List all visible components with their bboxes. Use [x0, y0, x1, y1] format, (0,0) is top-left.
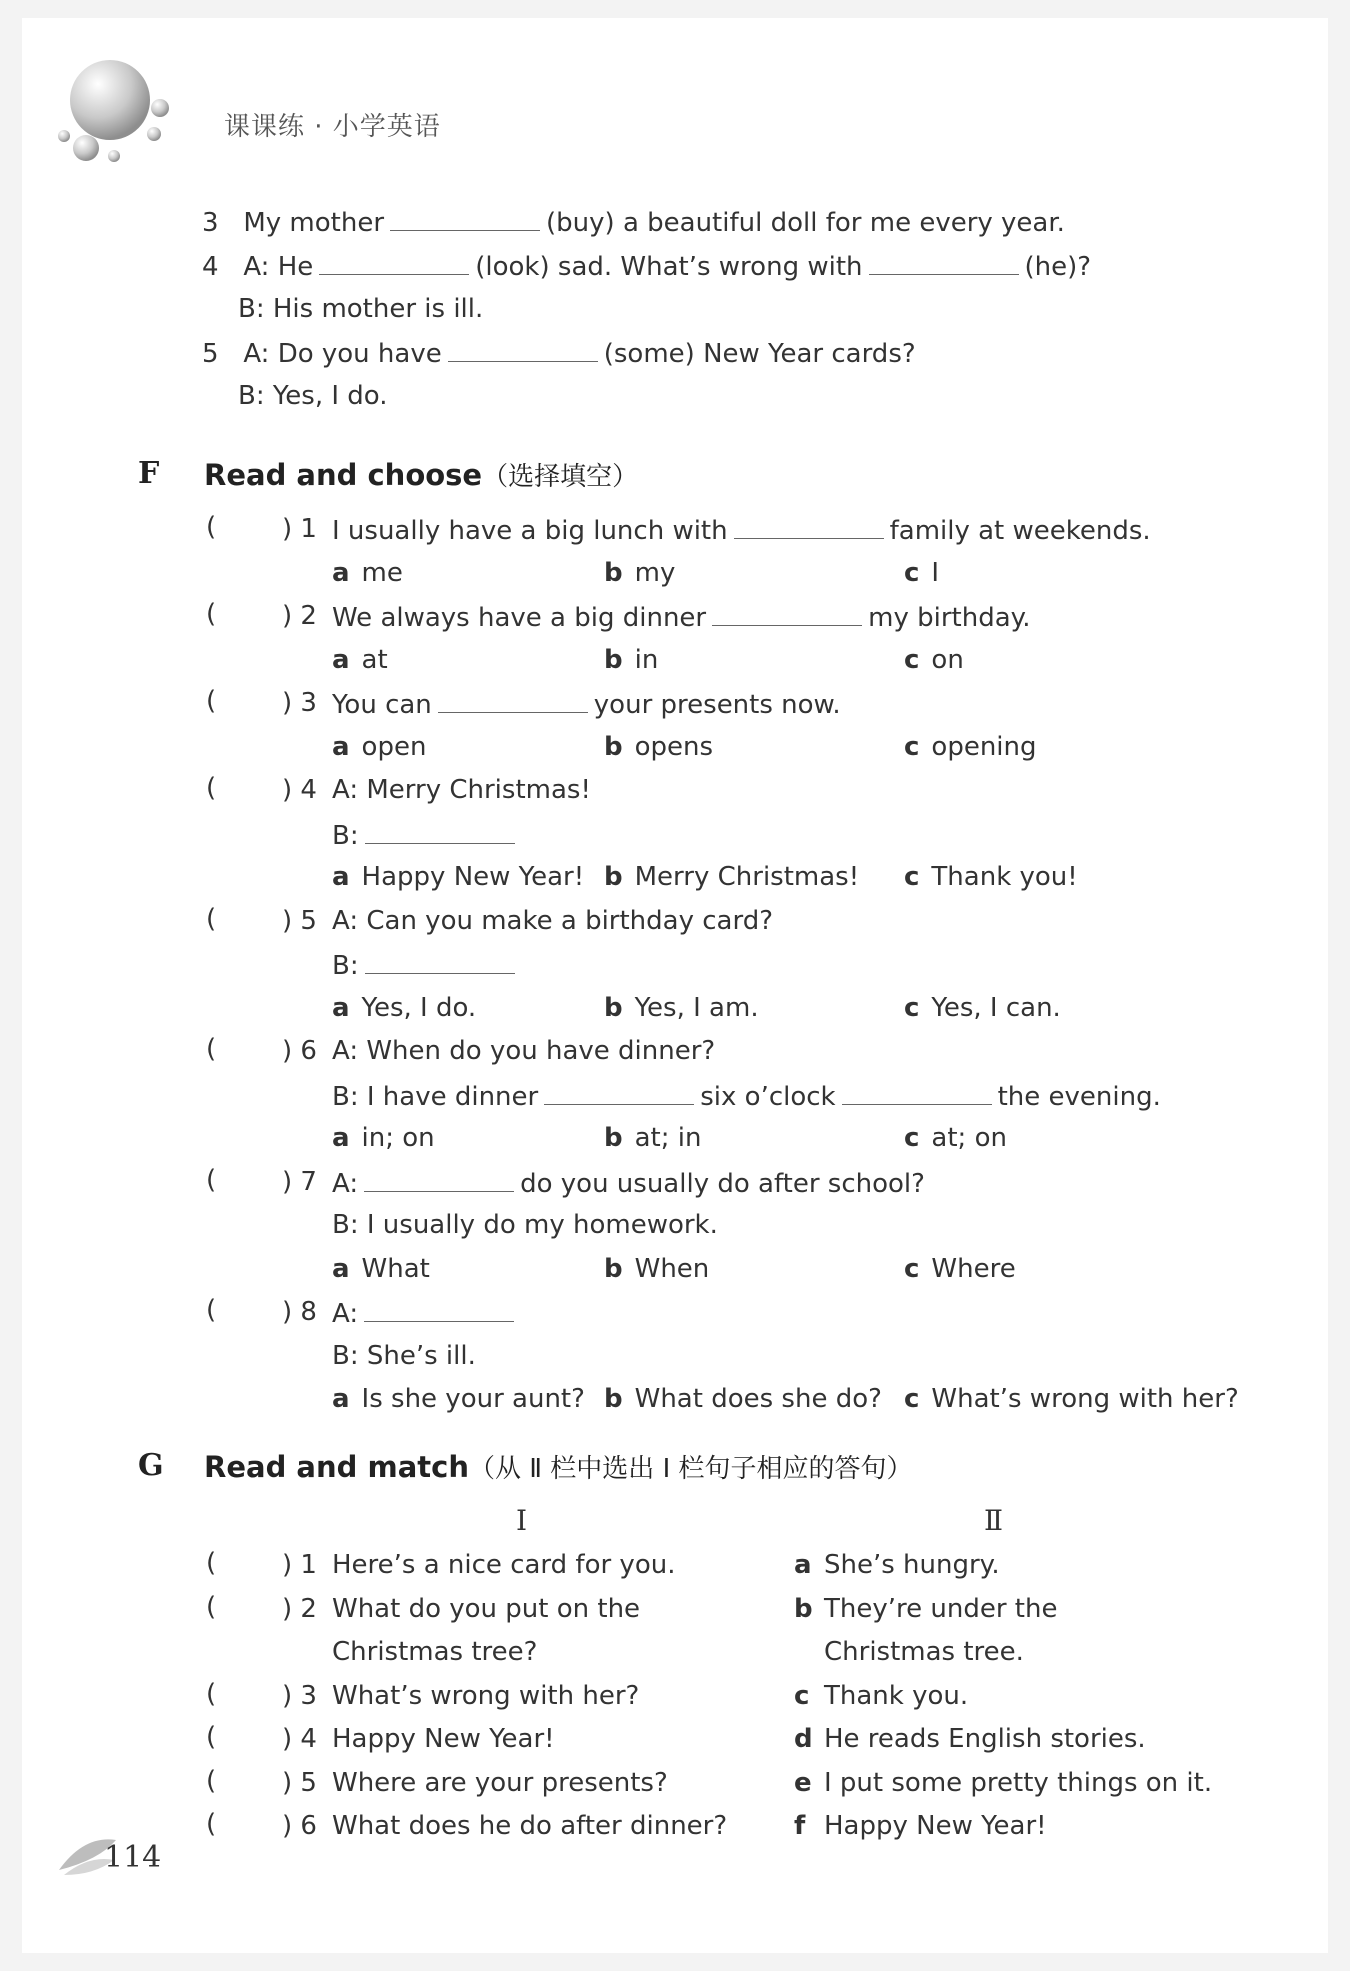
question-number: ) 1 — [282, 514, 317, 544]
item-text: A: He — [243, 252, 314, 282]
section-title-text: Read and match — [204, 1450, 469, 1484]
option-text: Yes, I do. — [361, 992, 477, 1023]
option-text: Thank you! — [931, 862, 1078, 892]
option-letter: b — [604, 1253, 623, 1284]
option-text: What does she do? — [634, 1384, 882, 1414]
exercise-e4 — [202, 248, 1091, 284]
workbook-page — [22, 18, 1328, 1953]
option-b[interactable] — [604, 860, 859, 894]
answer-blank[interactable] — [734, 512, 884, 539]
item-number: 5 — [202, 339, 219, 369]
answer-blank[interactable] — [448, 335, 598, 362]
answer-bracket[interactable]: ( — [206, 1809, 217, 1839]
option-letter: b — [604, 1384, 623, 1414]
section-f-letter: F — [138, 456, 160, 491]
match-answer: Thank you. — [824, 1680, 969, 1711]
answer-blank[interactable] — [364, 1165, 514, 1192]
question-text: A: — [332, 1168, 359, 1199]
question-text: B: I usually do my homework. — [332, 1210, 718, 1240]
section-subtitle: （选择填空） — [482, 462, 639, 492]
answer-bracket[interactable]: ( — [206, 903, 217, 934]
section-g-letter: G — [138, 1448, 164, 1483]
option-letter: a — [332, 862, 350, 892]
option-letter: b — [604, 1123, 623, 1153]
question-text: A: When do you have dinner? — [332, 1036, 716, 1066]
bubbles-decoration-icon — [42, 48, 182, 178]
question-text: six o’clock — [700, 1081, 836, 1112]
option-text: at — [361, 644, 388, 675]
option-letter: c — [904, 557, 920, 588]
question-text: B: — [332, 820, 359, 851]
answer-bracket[interactable]: ( — [206, 1164, 217, 1195]
answer-blank[interactable] — [869, 248, 1019, 275]
match-question: Where are your presents? — [332, 1767, 668, 1798]
question-line — [332, 1034, 715, 1068]
option-a[interactable] — [332, 860, 584, 894]
option-b[interactable] — [604, 1121, 701, 1155]
answer-bracket[interactable]: ( — [206, 599, 217, 629]
option-letter: c — [904, 992, 920, 1023]
question-line — [332, 904, 773, 938]
answer-bracket[interactable]: ( — [206, 1548, 217, 1578]
option-text: Is she your aunt? — [361, 1384, 585, 1414]
option-letter: b — [604, 557, 623, 588]
option-b[interactable] — [604, 556, 675, 590]
question-line — [332, 1208, 718, 1242]
option-c[interactable] — [904, 860, 1078, 894]
answer-bracket[interactable]: ( — [206, 1765, 217, 1796]
exercise-e5-b: B: Yes, I do. — [238, 381, 388, 411]
section-subtitle: （从 Ⅱ 栏中选出 Ⅰ 栏句子相应的答句） — [468, 1454, 913, 1484]
option-letter: c — [904, 862, 920, 892]
match-answer-letter: e — [794, 1767, 812, 1798]
option-text: What — [361, 1253, 430, 1284]
option-b[interactable] — [604, 1382, 882, 1416]
question-text: A: Merry Christmas! — [332, 775, 591, 805]
option-c[interactable] — [904, 1252, 1016, 1286]
option-c[interactable] — [904, 556, 939, 590]
option-letter: c — [904, 1253, 920, 1284]
match-answer-letter: d — [794, 1724, 813, 1754]
exercise-e3 — [202, 204, 1065, 240]
match-answer-letter: c — [794, 1680, 810, 1711]
question-number: ) 2 — [282, 601, 317, 631]
option-text: at; in — [634, 1123, 702, 1153]
book-title: 课课练 · 小学英语 — [224, 112, 441, 142]
option-b[interactable] — [604, 991, 759, 1025]
option-b[interactable] — [604, 643, 658, 677]
exercise-e4-b: B: His mother is ill. — [238, 294, 484, 324]
option-text: When — [634, 1253, 710, 1284]
option-letter: c — [904, 731, 920, 762]
item-text: My mother — [243, 208, 385, 238]
match-question: What does he do after dinner? — [332, 1811, 728, 1841]
item-text: A: Do you have — [243, 339, 442, 369]
question-number: ) 2 — [282, 1593, 317, 1624]
item-text: (buy) a beautiful doll for me every year. — [546, 208, 1065, 238]
option-b[interactable] — [604, 1252, 709, 1286]
question-line — [332, 599, 1031, 635]
question-line — [332, 773, 591, 807]
answer-blank[interactable] — [712, 599, 862, 626]
option-c[interactable] — [904, 643, 964, 677]
question-text: A: — [332, 1299, 359, 1329]
column-1-heading: Ⅰ — [516, 1504, 528, 1537]
option-a[interactable] — [332, 1382, 585, 1416]
answer-bracket[interactable]: ( — [206, 512, 217, 542]
match-question: What do you put on the — [332, 1593, 641, 1624]
option-a[interactable] — [332, 1252, 430, 1286]
question-line — [332, 947, 521, 983]
option-letter: b — [604, 644, 623, 675]
option-text: Where — [931, 1253, 1016, 1284]
section-f-title — [204, 456, 638, 493]
option-a[interactable] — [332, 643, 388, 677]
item-text: (he)? — [1024, 252, 1092, 282]
option-a[interactable] — [332, 556, 403, 590]
question-text: I usually have a big lunch with — [332, 516, 728, 546]
match-answer: They’re under the — [824, 1593, 1058, 1624]
item-number: 3 — [202, 208, 219, 238]
question-text: B: She’s ill. — [332, 1340, 476, 1371]
answer-blank[interactable] — [842, 1078, 992, 1105]
match-answer: Christmas tree. — [824, 1637, 1024, 1667]
question-line — [332, 1295, 520, 1331]
match-question: Here’s a nice card for you. — [332, 1550, 676, 1580]
answer-blank[interactable] — [390, 204, 540, 231]
option-text: me — [361, 557, 403, 588]
match-answer-letter: a — [794, 1550, 812, 1580]
question-number: ) 4 — [282, 775, 317, 805]
option-text: in; on — [361, 1123, 435, 1153]
option-letter: b — [604, 992, 623, 1023]
option-letter: c — [904, 1123, 920, 1153]
answer-blank[interactable] — [365, 817, 515, 844]
option-c[interactable] — [904, 1121, 1007, 1155]
question-line — [332, 1165, 925, 1201]
question-text: family at weekends. — [889, 516, 1151, 546]
answer-blank[interactable] — [544, 1078, 694, 1105]
question-number: ) 8 — [282, 1297, 317, 1327]
match-answer: I put some pretty things on it. — [824, 1767, 1213, 1798]
question-line — [332, 817, 521, 853]
answer-bracket[interactable]: ( — [206, 1722, 217, 1752]
question-number: ) 6 — [282, 1811, 317, 1841]
option-a[interactable] — [332, 1121, 435, 1155]
question-number: ) 1 — [282, 1550, 317, 1580]
option-c[interactable] — [904, 730, 1037, 764]
option-a[interactable] — [332, 730, 426, 764]
match-answer: She’s hungry. — [824, 1550, 1000, 1580]
answer-bracket[interactable]: ( — [206, 686, 217, 716]
answer-blank[interactable] — [438, 686, 588, 713]
answer-blank[interactable] — [365, 947, 515, 974]
question-number: ) 4 — [282, 1724, 317, 1754]
question-line — [332, 1339, 476, 1373]
page-number: 114 — [104, 1840, 162, 1875]
question-text: We always have a big dinner — [332, 603, 707, 633]
option-letter: a — [332, 644, 350, 675]
item-number: 4 — [202, 252, 219, 282]
question-number: ) 6 — [282, 1036, 317, 1066]
option-text: Merry Christmas! — [634, 862, 860, 892]
section-title-text: Read and choose — [204, 458, 483, 492]
option-letter: a — [332, 992, 350, 1023]
option-text: open — [361, 731, 427, 762]
option-letter: b — [604, 862, 623, 892]
question-text: the evening. — [997, 1081, 1161, 1112]
option-letter: c — [904, 1384, 920, 1414]
option-text: Yes, I am. — [634, 992, 759, 1023]
option-text: my — [634, 557, 676, 588]
question-line — [332, 1078, 1161, 1114]
option-text: I — [931, 557, 940, 588]
answer-bracket[interactable]: ( — [206, 1295, 217, 1325]
question-text: B: I have dinner — [332, 1081, 539, 1112]
option-text: Yes, I can. — [931, 992, 1061, 1023]
question-text: You can — [332, 690, 432, 720]
question-number: ) 3 — [282, 688, 317, 718]
question-text: your presents now. — [593, 690, 841, 720]
option-c[interactable] — [904, 1382, 1239, 1416]
option-text: opening — [931, 731, 1037, 762]
question-text: A: Can you make a birthday card? — [332, 905, 774, 936]
option-text: opens — [634, 731, 714, 762]
question-text: my birthday. — [868, 603, 1031, 633]
answer-bracket[interactable]: ( — [206, 1678, 217, 1709]
match-answer-letter: f — [794, 1811, 806, 1841]
match-question: What’s wrong with her? — [332, 1680, 640, 1711]
answer-blank[interactable] — [319, 248, 469, 275]
question-number: ) 5 — [282, 1767, 317, 1798]
option-letter: b — [604, 731, 623, 762]
option-letter: a — [332, 731, 350, 762]
question-number: ) 7 — [282, 1166, 317, 1197]
question-text: do you usually do after school? — [520, 1168, 925, 1199]
option-letter: a — [332, 1253, 350, 1284]
column-2-heading: Ⅱ — [984, 1504, 1004, 1537]
exercise-e5 — [202, 335, 916, 371]
question-line — [332, 686, 841, 722]
option-a[interactable] — [332, 991, 476, 1025]
item-text: (look) sad. What’s wrong with — [475, 252, 863, 282]
match-answer: He reads English stories. — [824, 1724, 1146, 1754]
option-letter: c — [904, 644, 920, 675]
question-number: ) 3 — [282, 1680, 317, 1711]
match-answer: Happy New Year! — [824, 1811, 1047, 1841]
question-number: ) 5 — [282, 905, 317, 936]
item-text: (some) New Year cards? — [603, 339, 916, 369]
option-letter: a — [332, 1123, 350, 1153]
option-b[interactable] — [604, 730, 713, 764]
option-letter: a — [332, 557, 350, 588]
option-text: What’s wrong with her? — [931, 1384, 1239, 1414]
option-c[interactable] — [904, 991, 1061, 1025]
question-text: B: — [332, 951, 359, 981]
answer-bracket[interactable]: ( — [206, 1034, 217, 1064]
match-question: Christmas tree? — [332, 1637, 538, 1667]
answer-bracket[interactable]: ( — [206, 773, 217, 803]
question-line — [332, 512, 1151, 548]
option-text: in — [634, 644, 659, 675]
option-text: Happy New Year! — [361, 862, 585, 892]
answer-bracket[interactable]: ( — [206, 1591, 217, 1622]
match-question: Happy New Year! — [332, 1724, 555, 1754]
section-g-title — [204, 1448, 913, 1485]
option-text: at; on — [931, 1123, 1007, 1153]
match-answer-letter: b — [794, 1593, 813, 1624]
answer-blank[interactable] — [364, 1295, 514, 1322]
option-letter: a — [332, 1384, 350, 1414]
option-text: on — [931, 644, 964, 675]
